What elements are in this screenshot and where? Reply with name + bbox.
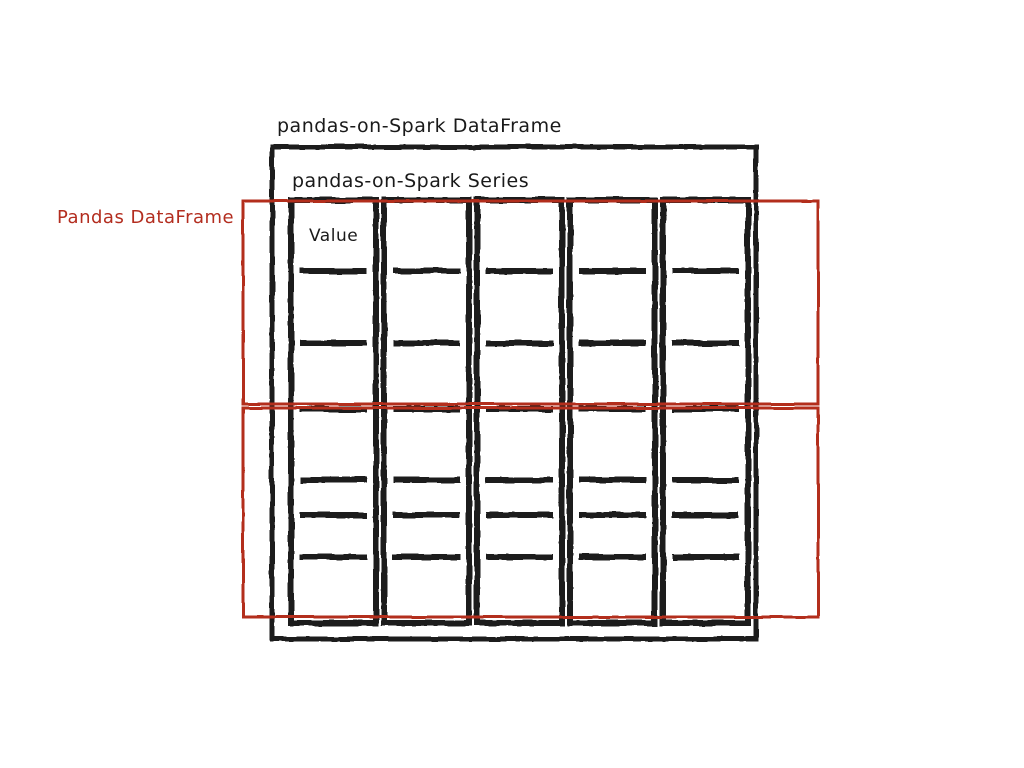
pandas-on-spark-series-label: pandas-on-Spark Series: [292, 170, 530, 192]
pandas-dataframe-label: Pandas DataFrame: [57, 207, 235, 228]
value-cell-label: Value: [309, 226, 359, 246]
cell-dividers-group: [300, 271, 739, 557]
pandas-on-spark-dataframe-label: pandas-on-Spark DataFrame: [277, 115, 562, 137]
pandas-on-spark-dataframe-frame: [272, 147, 756, 639]
